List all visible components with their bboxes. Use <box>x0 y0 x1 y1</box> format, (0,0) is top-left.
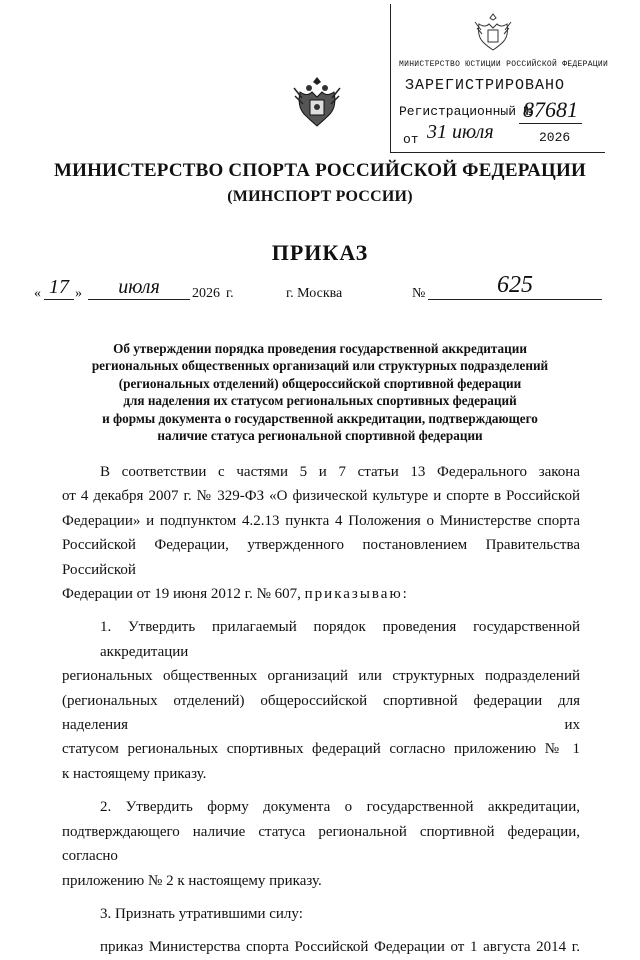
coat-of-arms-icon <box>292 74 342 130</box>
stamp-registered-line: ЗАРЕГИСТРИРОВАНО <box>405 77 566 94</box>
order-year: 2026 <box>192 286 220 301</box>
text-line: В соответствии с частями 5 и 7 статьи 13 Федерального закона <box>100 464 580 480</box>
text-line: к настоящему приказу. <box>62 765 207 782</box>
text-line: приложению № 2 к настоящему приказу. <box>62 872 322 889</box>
text-line: подтверждающего наличие статуса региональной спортивной федерации, согласно <box>62 823 580 865</box>
text-line: приказ Министерства спорта Российской Федерации от 1 августа 2014 г. <box>100 939 580 956</box>
ministry-name: МИНИСТЕРСТВО СПОРТА РОССИЙСКОЙ ФЕДЕРАЦИИ <box>54 160 586 181</box>
subject-line: и формы документа о государственной аккредитации, подтверждающего <box>102 410 538 426</box>
order-word: приказываю: <box>304 586 409 603</box>
order-number-label: № <box>412 286 426 301</box>
ministry-short-name: (МИНСПОРТ РОССИИ) <box>227 188 413 205</box>
order-date-row <box>0 272 640 308</box>
registration-stamp <box>390 4 609 153</box>
text-line: 1. Утвердить прилагаемый порядок проведения государственной аккредитации <box>100 619 580 660</box>
stamp-reg-label: Регистрационный № <box>399 104 532 119</box>
order-day: 17 <box>44 276 74 300</box>
text-line: Российской Федерации, утвержденного постановлением Правительства Российской <box>62 537 580 578</box>
subject-line: (региональных отделений) общероссийской спортивной федерации <box>118 375 522 391</box>
date-quote-close: » <box>75 286 82 301</box>
stamp-reg-date: 31 июля <box>427 121 494 143</box>
subject-line: для наделения их статусом региональных спортивных федераций <box>123 393 517 409</box>
text-line: от 4 декабря 2007 г. № 329-ФЗ «О физической культуре и спорте в Российской <box>62 488 580 505</box>
subject-line: Об утверждении порядка проведения государственной аккредитации <box>113 341 527 356</box>
text-line: (региональных отделений) общероссийской спортивной федерации для наделения их <box>62 692 580 734</box>
preamble-paragraph <box>62 460 580 606</box>
order-city: г. Москва <box>286 286 343 301</box>
stamp-from-label: от <box>403 132 419 147</box>
repeal-paragraph <box>62 935 580 959</box>
text-fragment: Федерации от 19 июня 2012 г. № 607, <box>62 586 301 603</box>
item-2-paragraph <box>62 795 580 893</box>
stamp-reg-year: 2026 <box>539 130 571 145</box>
order-number: 625 <box>428 272 602 300</box>
order-month: июля <box>88 276 190 300</box>
text-line <box>62 582 580 606</box>
item-1-paragraph <box>62 615 580 786</box>
text-line: 3. Признать утратившими силу: <box>100 905 303 922</box>
coat-of-arms-icon <box>473 10 513 54</box>
text-line: региональных общественных организаций или структурных подразделений <box>62 668 580 685</box>
text-line: Федерации» и подпунктом 4.2.13 пункта 4 Положения о Министерстве спорта <box>62 512 580 529</box>
date-quote-open: « <box>34 286 41 301</box>
stamp-ministry-line: МИНИСТЕРСТВО ЮСТИЦИИ РОССИЙСКОЙ ФЕДЕРАЦИИ <box>399 60 609 69</box>
text-line: статусом региональных спортивных федераций согласно приложению № 1 <box>62 741 580 758</box>
subject-line: региональных общественных организаций или структурных подразделений <box>91 358 549 374</box>
order-title: ПРИКАЗ <box>271 240 369 265</box>
text-line: 2. Утвердить форму документа о государственной аккредитации, <box>100 799 580 816</box>
stamp-reg-number: 87681 <box>519 97 582 124</box>
subject-line: наличие статуса региональной спортивной федерации <box>157 428 483 444</box>
order-body <box>62 460 580 960</box>
order-year-suffix: г. <box>226 286 234 301</box>
order-subject <box>60 340 580 444</box>
